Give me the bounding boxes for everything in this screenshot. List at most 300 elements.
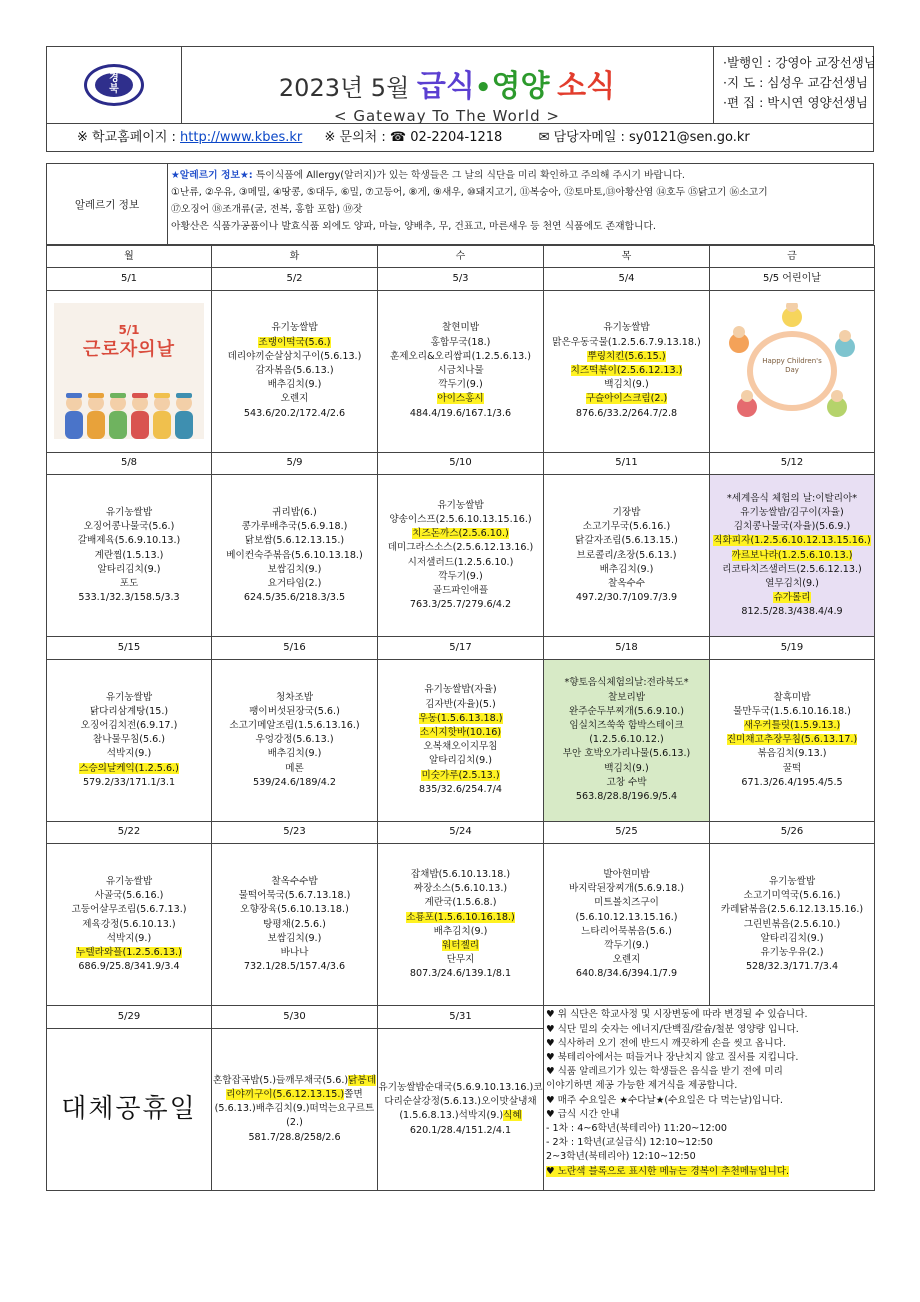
children-illustration <box>717 303 867 439</box>
menu-item: 조랭이떡국(5.6.) <box>258 336 331 348</box>
date-cell: 5/22 <box>47 821 212 843</box>
menu-item: 소고기미역국(5.6.16.) <box>743 890 841 902</box>
menu-item: 부안 호박오가리나물(5.6.13.) <box>562 748 691 760</box>
menu-item: 오이맛살냉채(1.5.6.8.13.) <box>399 1096 537 1122</box>
menu-line <box>378 740 543 754</box>
note-line <box>546 1051 874 1065</box>
menu-line <box>544 350 709 364</box>
childrens-day-image <box>717 303 867 439</box>
staff-supervisor: ·지 도 : 심성우 교감선생님 <box>723 75 868 90</box>
menu-item: 유기농쌀밥 <box>378 1081 425 1093</box>
staff-publisher: ·발행인 : 강영아 교장선생님 <box>723 55 876 70</box>
nutrition-values: 812.5/28.3/438.4/4.9 <box>741 606 843 618</box>
menu-line <box>710 946 874 960</box>
menu-item: 볶음김치(9.13.) <box>757 748 827 760</box>
menu-item: 감자볶음(5.6.13.) <box>255 365 334 377</box>
meal-cell <box>47 844 212 1006</box>
menu-line <box>544 691 709 705</box>
menu-line <box>378 882 543 896</box>
menu-line <box>544 925 709 939</box>
menu-line <box>544 392 709 406</box>
menu-item: 기장밥 <box>612 506 641 518</box>
menu-line <box>212 733 377 747</box>
weekday-header: 월 <box>47 246 212 268</box>
menu-item: 식혜 <box>503 1110 522 1122</box>
menu-line <box>544 676 709 690</box>
nutrition-values: 640.8/34.6/394.1/7.9 <box>575 968 678 980</box>
menu-item: 오렌지 <box>280 393 309 405</box>
note-text: ♥ 북테리아에서는 떠들거나 장난치지 않고 질서를 지킵니다. <box>546 1052 799 1063</box>
note-line <box>546 1094 874 1108</box>
menu-item: 데미그라스소스(2.5.6.12.13.16.) <box>387 542 534 554</box>
menu-item: 김치콩나물국(자율)(5.6.9.) <box>733 521 851 533</box>
menu-line <box>544 364 709 378</box>
menu-line <box>212 691 377 705</box>
menu-item: 깍두기(9.) <box>438 379 483 391</box>
date-cell: 5/23 <box>212 821 378 843</box>
menu-item: 발아현미밥 <box>603 868 650 880</box>
note-text: ♥ 식품 알레르기가 있는 학생들은 음식을 받기 전에 미리 <box>546 1066 783 1078</box>
date-cell: 5/29 <box>47 1006 212 1028</box>
menu-line <box>710 492 874 506</box>
menu-line <box>47 534 211 548</box>
date-cell: 5/26 <box>710 821 875 843</box>
date-cell: 5/3 <box>378 268 544 290</box>
nutrition-values: 533.1/32.3/158.5/3.3 <box>78 592 180 604</box>
menu-item: 유기농쌀밥/김구이(자율) <box>740 506 844 518</box>
nutrition-values: 763.3/25.7/279.6/4.2 <box>409 599 512 611</box>
menu-item: 완주순두부찌개(5.6.9.10.) <box>568 705 685 717</box>
note-text: ♥ 노란색 블록으로 표시한 메뉴는 경복이 추천메뉴입니다. <box>546 1165 790 1177</box>
menu-line <box>378 556 543 570</box>
date-cell: 5/15 <box>47 637 212 659</box>
menu-line <box>212 350 377 364</box>
school-logo-cell <box>47 47 182 123</box>
menu-item: 오징어김치전(6.9.17.) <box>80 719 178 731</box>
menu-line <box>213 1075 276 1086</box>
note-line <box>546 1023 874 1037</box>
allergy-text <box>171 167 871 235</box>
page-title <box>181 61 713 105</box>
note-line <box>546 1065 874 1079</box>
menu-line <box>544 549 709 563</box>
menu-item: 베이컨숙주볶음(5.6.10.13.18.) <box>226 549 363 561</box>
menu-line <box>544 762 709 776</box>
nutrition-values: 579.2/33/171.1/3.1 <box>82 776 176 788</box>
menu-line <box>544 911 709 925</box>
nutrition-values: 563.8/28.8/196.9/5.4 <box>575 790 678 802</box>
menu-line <box>544 776 709 790</box>
menu-item: 귀리밥(6.) <box>272 506 317 518</box>
menu-item: 뿌링치킨(5.6.15.) <box>587 350 666 362</box>
menu-item: 콩가루배추국(5.6.9.18.) <box>241 521 348 533</box>
menu-item: 찰보리밥 <box>607 691 646 703</box>
meal-cell <box>544 844 710 1006</box>
homepage-link[interactable]: http://www.kbes.kr <box>180 130 303 145</box>
menu-line <box>710 591 874 605</box>
menu-line <box>47 875 211 889</box>
menu-item: 시금치나물 <box>437 365 484 377</box>
menu-line <box>47 549 211 563</box>
menu-line <box>378 527 543 541</box>
menu-line <box>47 946 211 960</box>
menu-item: 소시지핫바(10.16) <box>419 727 502 739</box>
date-cell: 5/31 <box>378 1006 544 1028</box>
menu-line <box>378 541 543 555</box>
menu-item: 유기농우유(2.) <box>760 947 824 959</box>
menu-line <box>544 506 709 520</box>
menu-line <box>544 747 709 761</box>
menu-item: 쫄면(5.6.13.) <box>214 1089 363 1115</box>
date-cell: 5/18 <box>544 637 710 659</box>
title-dot: • <box>474 73 492 103</box>
menu-table <box>46 245 875 1191</box>
menu-item: 새우커틀릿(1.5.9.13.) <box>743 719 841 731</box>
date-cell: 5/19 <box>710 637 875 659</box>
menu-line <box>710 506 874 520</box>
menu-line <box>212 549 377 563</box>
menu-line <box>378 868 543 882</box>
menu-line <box>212 563 377 577</box>
meal-cell <box>212 659 378 821</box>
date-cell: 5/4 <box>544 268 710 290</box>
date-cell: 5/5 어린이날 <box>710 268 875 290</box>
contact-row <box>47 123 873 151</box>
menu-line <box>710 577 874 591</box>
meal-cell <box>378 844 544 1006</box>
note-text: ♥ 식사하러 오기 전에 반드시 깨끗하게 손을 씻고 옵니다. <box>546 1037 786 1049</box>
meal-cell <box>212 290 378 452</box>
staff-editor: ·편 집 : 박시연 영양선생님 <box>723 95 868 110</box>
note-line <box>546 1079 874 1093</box>
newsletter-header <box>46 46 874 152</box>
date-cell: 5/12 <box>710 452 875 474</box>
menu-line <box>47 889 211 903</box>
meal-cell <box>378 1028 544 1190</box>
menu-item: 우엉강정(5.6.13.) <box>255 734 334 746</box>
date-cell: 5/11 <box>544 452 710 474</box>
menu-item: 팽이버섯된장국(5.6.) <box>249 705 340 717</box>
menu-item: 홍합무국(18.) <box>430 336 491 348</box>
menu-item: 유기농쌀밥 <box>768 876 816 888</box>
menu-item: 깍두기(9.) <box>438 570 483 582</box>
menu-line <box>544 577 709 591</box>
menu-item: 열무김치(9.) <box>765 578 819 589</box>
subtitle: < Gateway To The World > <box>334 107 560 125</box>
menu-line <box>47 918 211 932</box>
menu-item: 소룡포(1.5.6.10.16.18.) <box>406 911 515 923</box>
meal-cell <box>378 659 544 821</box>
menu-item: 고창 수박 <box>606 776 647 788</box>
meal-cell <box>47 659 212 821</box>
menu-item: 슈가롤리 <box>773 592 811 604</box>
menu-line <box>212 875 377 889</box>
date-cell: 5/1 <box>47 268 212 290</box>
menu-line <box>47 903 211 917</box>
menu-line <box>710 747 874 761</box>
nutrition-values: 497.2/30.7/109.7/3.9 <box>575 592 678 604</box>
title-word-meal: 급식 <box>416 69 475 104</box>
menu-item: 보쌈김치(9.) <box>267 932 322 944</box>
menu-line <box>212 762 377 776</box>
title-word-nutrition: 영양 <box>491 69 550 104</box>
menu-item: 석박지(9.) <box>458 1110 504 1122</box>
note-line <box>546 1150 874 1164</box>
menu-line <box>544 378 709 392</box>
menu-item: *세계음식 체험의 날:이탈리아* <box>726 492 858 504</box>
menu-item: 코다리순살강정(5.6.13.) <box>384 1081 543 1108</box>
menu-line <box>544 733 709 747</box>
menu-item: 소고기무국(5.6.16.) <box>582 521 671 533</box>
menu-line <box>47 506 211 520</box>
menu-line <box>276 1075 348 1086</box>
menu-line <box>378 499 543 513</box>
menu-line <box>378 698 543 712</box>
menu-line <box>47 747 211 761</box>
menu-line <box>378 911 543 925</box>
menu-line <box>544 534 709 548</box>
menu-line <box>544 896 709 910</box>
menu-item: 배추김치(9.) <box>255 1103 310 1115</box>
menu-item: 우동(1.5.6.13.18.) <box>418 712 503 724</box>
menu-line <box>710 520 874 534</box>
menu-item: 유기농쌀밥(자율) <box>424 684 497 696</box>
menu-item: 김자반(자율)(5.) <box>425 698 496 710</box>
nutrition-values: 835/32.6/254.7/4 <box>419 783 502 795</box>
menu-line <box>47 691 211 705</box>
menu-line <box>378 1082 424 1093</box>
menu-line <box>378 378 543 392</box>
meal-cell <box>544 475 710 637</box>
menu-item: 시저샐러드(1.2.5.6.10.) <box>407 556 514 568</box>
menu-line <box>544 882 709 896</box>
meal-cell <box>710 290 875 452</box>
menu-line <box>378 925 543 939</box>
contact-email: ✉ 담당자메일 : sy0121@sen.go.kr <box>538 130 750 145</box>
menu-line <box>378 896 543 910</box>
weekday-header: 화 <box>212 246 378 268</box>
menu-line <box>47 520 211 534</box>
menu-item: 사골국(5.6.16.) <box>94 890 164 902</box>
menu-item: 깍두기(9.) <box>604 939 649 951</box>
menu-line <box>544 705 709 719</box>
meal-cell <box>47 475 212 637</box>
menu-line <box>378 939 543 953</box>
menu-line <box>212 520 377 534</box>
nutrition-values: 620.1/28.4/151.2/4.1 <box>409 1124 512 1136</box>
menu-item: 알타리김치(9.) <box>97 563 161 575</box>
menu-item: 갈배제육(5.6.9.10.13.) <box>77 535 181 547</box>
menu-item: (1.2.5.6.10.12.) <box>589 734 664 746</box>
childrens-day-text: Happy Children's Day <box>762 357 822 375</box>
menu-item: 잡채밥(5.6.10.13.18.) <box>410 868 511 880</box>
menu-line <box>378 570 543 584</box>
meal-cell <box>710 475 875 637</box>
menu-line <box>47 705 211 719</box>
menu-line <box>710 563 874 577</box>
menu-item: *향토음식체험의날:전라북도* <box>564 677 689 689</box>
menu-item: 그린빈볶음(2.5.6.10.) <box>743 918 841 930</box>
menu-item: 백김치(9.) <box>604 762 649 774</box>
menu-line <box>378 584 543 598</box>
notes-cell <box>544 1006 875 1191</box>
menu-item: 유기농쌀밥 <box>105 876 153 888</box>
weekday-header: 수 <box>378 246 544 268</box>
menu-item: 느타리어묵볶음(5.6.) <box>581 925 672 937</box>
menu-item: 혼합잡곡밥(5.) <box>213 1074 277 1086</box>
allergy-notice: 특이식품에 Allergy(알러지)가 있는 학생들은 그 날의 식단을 미리 확인하고 주의해 주시기 바랍니다. <box>252 170 686 181</box>
menu-line <box>212 392 377 406</box>
menu-line <box>378 350 543 364</box>
school-logo <box>84 64 144 106</box>
nutrition-values: 732.1/28.5/157.4/3.6 <box>243 961 346 973</box>
meal-cell <box>212 1028 378 1190</box>
menu-item: 찰옥수수 <box>607 578 646 589</box>
menu-item: 배추김치(9.) <box>267 379 322 391</box>
menu-line <box>212 747 377 761</box>
menu-item: 미트볼치즈구이 <box>594 897 659 909</box>
menu-line <box>710 719 874 733</box>
menu-item: 바지락된장찌개(5.6.9.18.) <box>568 883 685 895</box>
menu-line <box>378 392 543 406</box>
meal-cell <box>47 1028 212 1190</box>
menu-line <box>212 719 377 733</box>
menu-line <box>378 321 543 335</box>
note-text: 이야기하면 제공 가능한 제거식을 제공합니다. <box>546 1080 738 1092</box>
meal-cell <box>47 290 212 452</box>
menu-line <box>212 946 377 960</box>
menu-line <box>710 733 874 747</box>
nutrition-values: 686.9/25.8/341.9/3.4 <box>78 961 180 973</box>
menu-line <box>212 506 377 520</box>
menu-item: 배추김치(9.) <box>267 748 322 760</box>
menu-line <box>710 705 874 719</box>
menu-line <box>544 953 709 967</box>
menu-item: 보쌈김치(9.) <box>267 563 322 575</box>
menu-item: 오렌지 <box>612 954 641 966</box>
menu-line <box>710 875 874 889</box>
menu-item: 오복채오이지무침 <box>423 741 498 753</box>
menu-line <box>212 364 377 378</box>
menu-line <box>378 953 543 967</box>
menu-item: 고등어살무조림(5.6.7.13.) <box>71 904 187 916</box>
meal-cell <box>710 659 875 821</box>
menu-line <box>378 513 543 527</box>
meal-cell <box>544 290 710 452</box>
menu-item: 데리야끼순살삼치구이(5.6.13.) <box>227 350 362 362</box>
menu-line <box>378 712 543 726</box>
nutrition-values: 624.5/35.6/218.3/3.5 <box>243 592 346 604</box>
menu-item: 짜장소스(5.6.10.13.) <box>413 883 508 895</box>
title-word-news: 소식 <box>557 69 616 104</box>
menu-line <box>544 939 709 953</box>
note-text: ♥ 식단 밑의 숫자는 에너지/단백질/칼슘/철분 영양량 입니다. <box>546 1023 799 1035</box>
menu-line <box>378 364 543 378</box>
menu-item: 소고기메알조림(1.5.6.13.16.) <box>229 719 360 731</box>
labor-day-date: 5/1 <box>118 323 140 338</box>
menu-item: 유기농쌀밥 <box>603 322 650 334</box>
menu-item: 오향장육(5.6.10.13.18.) <box>240 904 349 916</box>
date-cell: 5/8 <box>47 452 212 474</box>
menu-item: 임실치즈쑥쑥 함박스테이크 <box>569 719 684 731</box>
allergy-list-1: ①난류, ②우유, ③메밀, ④땅콩, ⑤대두, ⑥밀, ⑦고등어, ⑧게, ⑨새우, ⑩돼지고기, ⑪복숭아, ⑫토마토,⑬아황산염 ⑭호두 ⑮닭고기 ⑯소고기 <box>171 187 768 198</box>
menu-item: 떠먹는요구르트(2.) <box>286 1103 375 1129</box>
menu-item: 백김치(9.) <box>604 379 649 391</box>
school-logo-text: 경 북 <box>95 73 133 97</box>
menu-item: 닭봉데리야끼구이(5.6.12.13.15.) <box>226 1074 376 1101</box>
meal-cell <box>378 290 544 452</box>
menu-line <box>212 889 377 903</box>
note-text: ♥ 급식 시간 안내 <box>546 1108 620 1120</box>
menu-item: 물떡어묵국(5.6.7.13.18.) <box>238 890 351 902</box>
allergy-list-2: ⑰오징어 ⑱조개류(굴, 전복, 홍합 포함) ⑲잣 <box>171 204 363 215</box>
menu-item: 탕평채(2.5.6.) <box>263 918 326 930</box>
inquiry-phone: ※ 문의처 : ☎ 02-2204-1218 <box>324 130 503 145</box>
menu-line <box>212 534 377 548</box>
menu-item: 바나나 <box>280 947 309 959</box>
nutrition-values: 581.7/28.8/258/2.6 <box>248 1131 341 1143</box>
note-text: ♥ 위 식단은 학교사정 및 시장변동에 따라 변경될 수 있습니다. <box>546 1009 808 1021</box>
meal-cell <box>544 659 710 821</box>
date-cell: 5/2 <box>212 268 378 290</box>
note-line <box>546 1136 874 1150</box>
meal-cell <box>212 844 378 1006</box>
title-cell <box>181 47 714 123</box>
menu-item: 워터젤리 <box>441 939 480 951</box>
menu-item: 참나물무침(5.6.) <box>92 734 166 746</box>
staff-list <box>713 53 883 123</box>
note-text: - 1차 : 4~6학년(북테리아) 11:20~12:00 <box>546 1123 727 1135</box>
menu-item: 찰현미밥 <box>441 322 480 334</box>
nutrition-values: 671.3/26.4/195.4/5.5 <box>741 776 843 788</box>
menu-item: 스승의날케익(1.2.5.6.) <box>79 762 179 774</box>
menu-line <box>378 769 543 783</box>
menu-item: 배추김치(9.) <box>599 563 654 575</box>
menu-item: 유기농쌀밥 <box>105 506 153 518</box>
homepage-label: ※ 학교홈페이지 : <box>77 130 181 145</box>
menu-line <box>425 1082 534 1093</box>
menu-item: 순대국(5.6.9.10.13.16.) <box>424 1081 534 1093</box>
meal-cell <box>710 844 875 1006</box>
note-line <box>546 1165 874 1179</box>
menu-line <box>544 336 709 350</box>
meal-cell <box>378 475 544 637</box>
note-line <box>546 1037 874 1051</box>
menu-line <box>503 1110 522 1121</box>
weekday-header: 금 <box>710 246 875 268</box>
menu-line <box>378 754 543 768</box>
menu-line <box>544 563 709 577</box>
menu-line <box>378 726 543 740</box>
weekday-header: 목 <box>544 246 710 268</box>
nutrition-values: 539/24.6/189/4.2 <box>253 776 336 788</box>
menu-item: 찰흑미밥 <box>773 691 811 703</box>
menu-line <box>710 903 874 917</box>
menu-line <box>459 1110 503 1121</box>
date-cell: 5/25 <box>544 821 710 843</box>
menu-line <box>47 762 211 776</box>
menu-item: 골드파인애플 <box>432 585 489 597</box>
menu-item: 배추김치(9.) <box>433 925 488 937</box>
nutrition-values: 876.6/33.2/264.7/2.8 <box>575 407 678 419</box>
note-line <box>546 1108 874 1122</box>
menu-line <box>47 719 211 733</box>
menu-item: 치즈돈까스(2.5.6.10.) <box>412 528 509 540</box>
labor-day-image <box>54 303 204 439</box>
menu-line <box>212 378 377 392</box>
menu-item: 유기농쌀밥 <box>271 322 318 334</box>
substitute-holiday: 대체공휴일 <box>61 1094 197 1125</box>
